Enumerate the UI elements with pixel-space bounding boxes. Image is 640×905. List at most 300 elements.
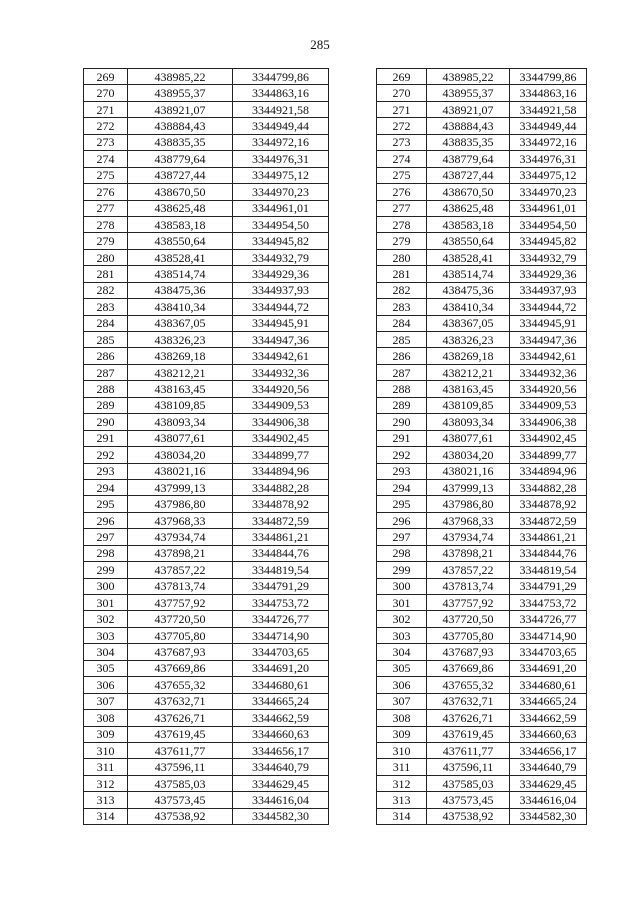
y-coordinate-cell: 3344945,91 [510,315,587,331]
table-row [377,529,587,545]
x-coordinate-cell: 438583,18 [427,216,510,232]
table-row [377,479,587,495]
point-number-cell: 301 [84,595,128,611]
y-coordinate-cell: 3344882,28 [510,479,587,495]
x-coordinate-cell: 438367,05 [128,315,233,331]
y-coordinate-cell: 3344714,90 [233,627,329,643]
point-number-cell: 308 [377,710,427,726]
table-row [377,134,587,150]
x-coordinate-cell: 438670,50 [128,184,233,200]
point-number-cell: 286 [84,348,128,364]
table-row [377,184,587,200]
point-number-cell: 269 [377,69,427,85]
point-number-cell: 298 [377,545,427,561]
table-row [84,611,329,627]
point-number-cell: 285 [84,332,128,348]
y-coordinate-cell: 3344921,58 [510,101,587,117]
x-coordinate-cell: 438034,20 [128,447,233,463]
table-row [84,200,329,216]
table-row [377,381,587,397]
table-row [84,381,329,397]
x-coordinate-cell: 438779,64 [128,151,233,167]
point-number-cell: 271 [84,101,128,117]
y-coordinate-cell: 3344906,38 [233,414,329,430]
table-row [84,792,329,808]
table-row [84,216,329,232]
y-coordinate-cell: 3344691,20 [510,660,587,676]
point-number-cell: 276 [377,184,427,200]
table-row [84,479,329,495]
table-row [84,512,329,528]
y-coordinate-cell: 3344799,86 [233,69,329,85]
y-coordinate-cell: 3344863,16 [510,85,587,101]
y-coordinate-cell: 3344976,31 [233,151,329,167]
point-number-cell: 289 [84,397,128,413]
table-row [84,118,329,134]
table-row [377,266,587,282]
table-row [377,348,587,364]
y-coordinate-cell: 3344582,30 [510,808,587,824]
table-row [377,299,587,315]
x-coordinate-cell: 437687,93 [427,644,510,660]
point-number-cell: 303 [84,627,128,643]
y-coordinate-cell: 3344929,36 [510,266,587,282]
table-row [84,167,329,183]
y-coordinate-cell: 3344942,61 [510,348,587,364]
x-coordinate-cell: 438955,37 [427,85,510,101]
x-coordinate-cell: 438583,18 [128,216,233,232]
y-coordinate-cell: 3344942,61 [233,348,329,364]
table-row [377,595,587,611]
table-row [377,775,587,791]
x-coordinate-cell: 438779,64 [427,151,510,167]
table-row [84,775,329,791]
table-body [84,69,329,825]
x-coordinate-cell: 437986,80 [427,496,510,512]
x-coordinate-cell: 438475,36 [427,282,510,298]
x-coordinate-cell: 438550,64 [128,233,233,249]
y-coordinate-cell: 3344909,53 [510,397,587,413]
point-number-cell: 292 [377,447,427,463]
y-coordinate-cell: 3344878,92 [233,496,329,512]
table-row [377,200,587,216]
point-number-cell: 313 [377,792,427,808]
point-number-cell: 270 [377,85,427,101]
x-coordinate-cell: 437669,86 [427,660,510,676]
x-coordinate-cell: 437611,77 [128,742,233,758]
point-number-cell: 307 [377,693,427,709]
table-row [84,627,329,643]
table-row [84,644,329,660]
table-row [84,726,329,742]
table-row [84,134,329,150]
point-number-cell: 269 [84,69,128,85]
x-coordinate-cell: 438093,34 [128,414,233,430]
x-coordinate-cell: 437632,71 [427,693,510,709]
point-number-cell: 302 [377,611,427,627]
table-row [84,496,329,512]
y-coordinate-cell: 3344975,12 [510,167,587,183]
x-coordinate-cell: 437573,45 [128,792,233,808]
y-coordinate-cell: 3344970,23 [510,184,587,200]
y-coordinate-cell: 3344932,36 [510,364,587,380]
y-coordinate-cell: 3344972,16 [233,134,329,150]
x-coordinate-cell: 437813,74 [128,578,233,594]
y-coordinate-cell: 3344937,93 [510,282,587,298]
point-number-cell: 272 [84,118,128,134]
table-row [84,677,329,693]
table-row [377,233,587,249]
y-coordinate-cell: 3344629,45 [233,775,329,791]
point-number-cell: 284 [84,315,128,331]
y-coordinate-cell: 3344703,65 [233,644,329,660]
point-number-cell: 296 [84,512,128,528]
y-coordinate-cell: 3344680,61 [510,677,587,693]
y-coordinate-cell: 3344640,79 [233,759,329,775]
x-coordinate-cell: 438109,85 [128,397,233,413]
point-number-cell: 273 [84,134,128,150]
y-coordinate-cell: 3344791,29 [233,578,329,594]
x-coordinate-cell: 437619,45 [128,726,233,742]
x-coordinate-cell: 438514,74 [427,266,510,282]
y-coordinate-cell: 3344726,77 [233,611,329,627]
y-coordinate-cell: 3344945,82 [510,233,587,249]
x-coordinate-cell: 437669,86 [128,660,233,676]
point-number-cell: 309 [377,726,427,742]
table-row [377,397,587,413]
y-coordinate-cell: 3344863,16 [233,85,329,101]
point-number-cell: 277 [377,200,427,216]
x-coordinate-cell: 437968,33 [427,512,510,528]
table-body [377,69,587,825]
table-row [84,101,329,117]
x-coordinate-cell: 438884,43 [427,118,510,134]
x-coordinate-cell: 438269,18 [128,348,233,364]
point-number-cell: 271 [377,101,427,117]
y-coordinate-cell: 3344949,44 [233,118,329,134]
x-coordinate-cell: 438921,07 [128,101,233,117]
coordinates-table-left [83,68,329,825]
table-row [377,216,587,232]
y-coordinate-cell: 3344680,61 [233,677,329,693]
point-number-cell: 296 [377,512,427,528]
point-number-cell: 282 [377,282,427,298]
point-number-cell: 313 [84,792,128,808]
point-number-cell: 288 [377,381,427,397]
table-row [377,759,587,775]
point-number-cell: 290 [84,414,128,430]
x-coordinate-cell: 438163,45 [427,381,510,397]
table-row [377,512,587,528]
y-coordinate-cell: 3344819,54 [510,562,587,578]
x-coordinate-cell: 437705,80 [427,627,510,643]
x-coordinate-cell: 438514,74 [128,266,233,282]
y-coordinate-cell: 3344954,50 [233,216,329,232]
point-number-cell: 305 [377,660,427,676]
table-row [84,397,329,413]
point-number-cell: 286 [377,348,427,364]
point-number-cell: 294 [377,479,427,495]
table-row [377,660,587,676]
x-coordinate-cell: 437757,92 [427,595,510,611]
table-row [377,644,587,660]
x-coordinate-cell: 437934,74 [128,529,233,545]
y-coordinate-cell: 3344582,30 [233,808,329,824]
point-number-cell: 300 [377,578,427,594]
x-coordinate-cell: 438835,35 [128,134,233,150]
page-number: 285 [310,37,330,52]
x-coordinate-cell: 438985,22 [128,69,233,85]
point-number-cell: 303 [377,627,427,643]
x-coordinate-cell: 437857,22 [427,562,510,578]
point-number-cell: 306 [377,677,427,693]
x-coordinate-cell: 438269,18 [427,348,510,364]
table-row [84,184,329,200]
y-coordinate-cell: 3344945,82 [233,233,329,249]
table-row [84,315,329,331]
point-number-cell: 301 [377,595,427,611]
y-coordinate-cell: 3344920,56 [510,381,587,397]
point-number-cell: 312 [84,775,128,791]
x-coordinate-cell: 437573,45 [427,792,510,808]
point-number-cell: 274 [377,151,427,167]
point-number-cell: 293 [377,463,427,479]
table-row [377,726,587,742]
table-row [84,430,329,446]
y-coordinate-cell: 3344970,23 [233,184,329,200]
table-row [84,463,329,479]
x-coordinate-cell: 437596,11 [427,759,510,775]
table-row [84,414,329,430]
x-coordinate-cell: 438212,21 [128,364,233,380]
point-number-cell: 295 [377,496,427,512]
x-coordinate-cell: 438528,41 [128,249,233,265]
point-number-cell: 294 [84,479,128,495]
point-number-cell: 276 [84,184,128,200]
y-coordinate-cell: 3344861,21 [510,529,587,545]
point-number-cell: 304 [377,644,427,660]
table-row [377,808,587,824]
table-row [84,364,329,380]
y-coordinate-cell: 3344662,59 [510,710,587,726]
x-coordinate-cell: 438670,50 [427,184,510,200]
table-row [377,496,587,512]
x-coordinate-cell: 437655,32 [427,677,510,693]
y-coordinate-cell: 3344945,91 [233,315,329,331]
x-coordinate-cell: 438034,20 [427,447,510,463]
point-number-cell: 304 [84,644,128,660]
x-coordinate-cell: 438985,22 [427,69,510,85]
point-number-cell: 300 [84,578,128,594]
y-coordinate-cell: 3344929,36 [233,266,329,282]
table-row [377,792,587,808]
x-coordinate-cell: 437619,45 [427,726,510,742]
point-number-cell: 307 [84,693,128,709]
point-number-cell: 274 [84,151,128,167]
y-coordinate-cell: 3344616,04 [510,792,587,808]
x-coordinate-cell: 438410,34 [427,299,510,315]
point-number-cell: 272 [377,118,427,134]
x-coordinate-cell: 437999,13 [427,479,510,495]
x-coordinate-cell: 437585,03 [427,775,510,791]
table-row [377,545,587,561]
table-row [84,266,329,282]
x-coordinate-cell: 437705,80 [128,627,233,643]
point-number-cell: 302 [84,611,128,627]
y-coordinate-cell: 3344703,65 [510,644,587,660]
x-coordinate-cell: 437596,11 [128,759,233,775]
table-row [377,562,587,578]
y-coordinate-cell: 3344714,90 [510,627,587,643]
point-number-cell: 273 [377,134,427,150]
y-coordinate-cell: 3344899,77 [510,447,587,463]
point-number-cell: 292 [84,447,128,463]
table-row [377,118,587,134]
x-coordinate-cell: 437934,74 [427,529,510,545]
x-coordinate-cell: 437898,21 [427,545,510,561]
point-number-cell: 299 [84,562,128,578]
point-number-cell: 282 [84,282,128,298]
point-number-cell: 281 [377,266,427,282]
point-number-cell: 275 [377,167,427,183]
table-row [84,595,329,611]
x-coordinate-cell: 437968,33 [128,512,233,528]
table-row [84,299,329,315]
table-row [84,85,329,101]
x-coordinate-cell: 438212,21 [427,364,510,380]
x-coordinate-cell: 437585,03 [128,775,233,791]
x-coordinate-cell: 437813,74 [427,578,510,594]
y-coordinate-cell: 3344662,59 [233,710,329,726]
x-coordinate-cell: 438727,44 [427,167,510,183]
x-coordinate-cell: 438093,34 [427,414,510,430]
x-coordinate-cell: 437626,71 [128,710,233,726]
y-coordinate-cell: 3344629,45 [510,775,587,791]
y-coordinate-cell: 3344961,01 [510,200,587,216]
table-row [84,233,329,249]
table-row [84,808,329,824]
table-row [84,332,329,348]
table-row [377,151,587,167]
x-coordinate-cell: 437757,92 [128,595,233,611]
x-coordinate-cell: 437632,71 [128,693,233,709]
point-number-cell: 275 [84,167,128,183]
x-coordinate-cell: 437857,22 [128,562,233,578]
table-row [377,627,587,643]
table-row [377,101,587,117]
table-row [377,677,587,693]
y-coordinate-cell: 3344902,45 [510,430,587,446]
point-number-cell: 310 [377,742,427,758]
x-coordinate-cell: 438077,61 [128,430,233,446]
point-number-cell: 311 [84,759,128,775]
point-number-cell: 297 [377,529,427,545]
x-coordinate-cell: 437986,80 [128,496,233,512]
point-number-cell: 285 [377,332,427,348]
y-coordinate-cell: 3344844,76 [233,545,329,561]
point-number-cell: 306 [84,677,128,693]
x-coordinate-cell: 438475,36 [128,282,233,298]
table-row [84,660,329,676]
y-coordinate-cell: 3344665,24 [510,693,587,709]
table-row [377,69,587,85]
table-row [84,282,329,298]
x-coordinate-cell: 437898,21 [128,545,233,561]
x-coordinate-cell: 438625,48 [128,200,233,216]
point-number-cell: 283 [377,299,427,315]
table-row [377,282,587,298]
x-coordinate-cell: 438326,23 [128,332,233,348]
table-row [377,85,587,101]
y-coordinate-cell: 3344976,31 [510,151,587,167]
y-coordinate-cell: 3344656,17 [510,742,587,758]
x-coordinate-cell: 437626,71 [427,710,510,726]
table-row [377,578,587,594]
point-number-cell: 310 [84,742,128,758]
table-row [84,759,329,775]
x-coordinate-cell: 437999,13 [128,479,233,495]
x-coordinate-cell: 438021,16 [427,463,510,479]
table-row [377,742,587,758]
x-coordinate-cell: 438021,16 [128,463,233,479]
table-row [84,529,329,545]
point-number-cell: 279 [84,233,128,249]
y-coordinate-cell: 3344726,77 [510,611,587,627]
point-number-cell: 314 [377,808,427,824]
y-coordinate-cell: 3344894,96 [510,463,587,479]
y-coordinate-cell: 3344819,54 [233,562,329,578]
x-coordinate-cell: 437687,93 [128,644,233,660]
y-coordinate-cell: 3344954,50 [510,216,587,232]
point-number-cell: 280 [377,249,427,265]
y-coordinate-cell: 3344909,53 [233,397,329,413]
table-row [84,249,329,265]
x-coordinate-cell: 438955,37 [128,85,233,101]
y-coordinate-cell: 3344932,36 [233,364,329,380]
y-coordinate-cell: 3344616,04 [233,792,329,808]
point-number-cell: 284 [377,315,427,331]
table-row [84,693,329,709]
y-coordinate-cell: 3344640,79 [510,759,587,775]
x-coordinate-cell: 438077,61 [427,430,510,446]
y-coordinate-cell: 3344691,20 [233,660,329,676]
point-number-cell: 283 [84,299,128,315]
point-number-cell: 280 [84,249,128,265]
x-coordinate-cell: 437538,92 [427,808,510,824]
y-coordinate-cell: 3344902,45 [233,430,329,446]
y-coordinate-cell: 3344660,63 [233,726,329,742]
y-coordinate-cell: 3344660,63 [510,726,587,742]
y-coordinate-cell: 3344906,38 [510,414,587,430]
y-coordinate-cell: 3344753,72 [233,595,329,611]
x-coordinate-cell: 438550,64 [427,233,510,249]
table-row [377,332,587,348]
y-coordinate-cell: 3344947,36 [510,332,587,348]
point-number-cell: 289 [377,397,427,413]
y-coordinate-cell: 3344791,29 [510,578,587,594]
table-row [377,463,587,479]
table-row [84,447,329,463]
table-row [84,710,329,726]
table-row [377,364,587,380]
table-row [84,562,329,578]
y-coordinate-cell: 3344899,77 [233,447,329,463]
point-number-cell: 312 [377,775,427,791]
y-coordinate-cell: 3344975,12 [233,167,329,183]
point-number-cell: 298 [84,545,128,561]
table-row [377,414,587,430]
x-coordinate-cell: 438625,48 [427,200,510,216]
